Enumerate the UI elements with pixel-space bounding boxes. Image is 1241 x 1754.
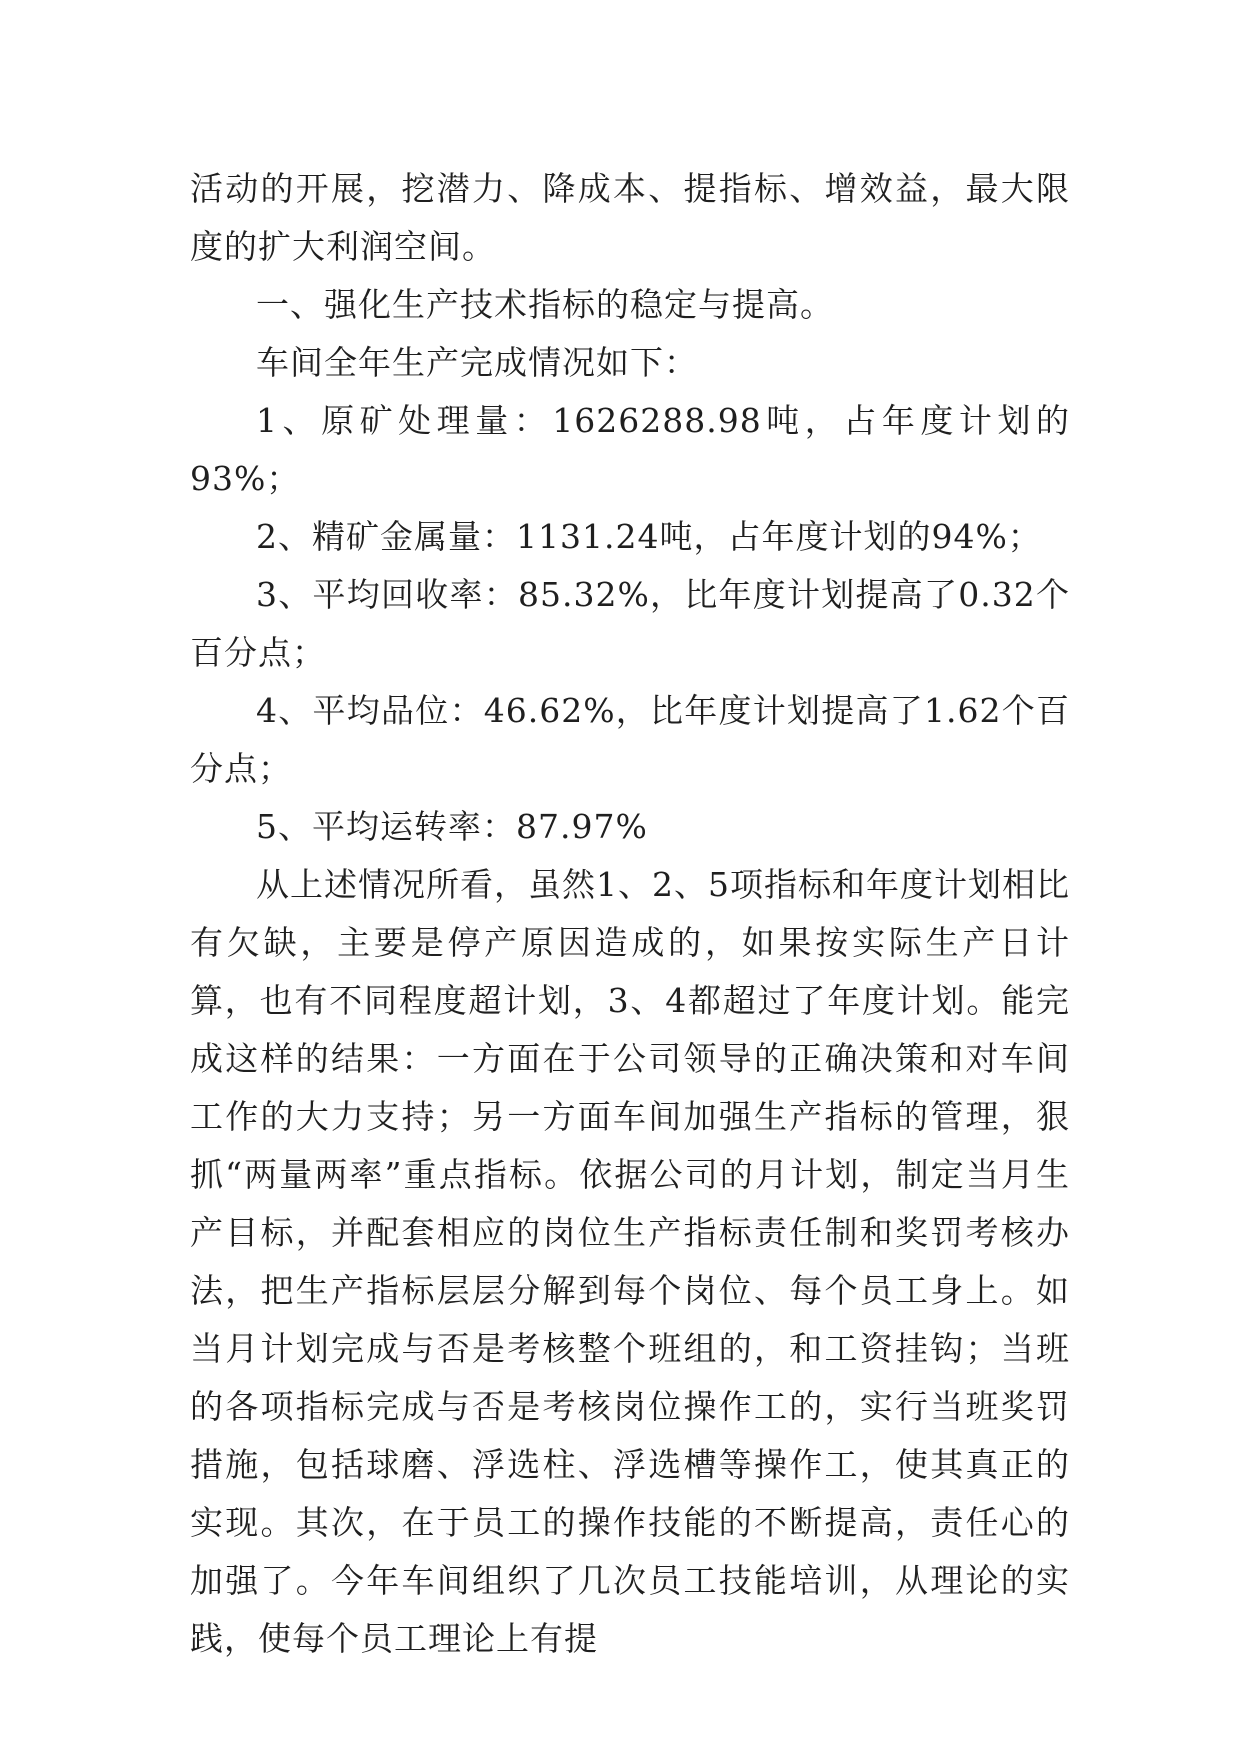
list-item: 2、精矿金属量：1131.24吨，占年度计划的94%； <box>256 517 1042 556</box>
list-item: 1、原矿处理量：1626288.98吨，占年度计划的93%； <box>190 401 1070 498</box>
list-item: 3、平均回收率：85.32%，比年度计划提高了0.32个百分点； <box>190 575 1070 672</box>
list-item: 4、平均品位：46.62%，比年度计划提高了1.62个百分点； <box>190 691 1070 788</box>
document-body <box>190 160 1070 1668</box>
paragraph-intro: 车间全年生产完成情况如下： <box>256 343 698 382</box>
list-item: 5、平均运转率：87.97% <box>256 807 648 846</box>
paragraph-analysis: 从上述情况所看，虽然1、2、5项指标和年度计划相比有欠缺，主要是停产原因造成的，如果按实际生产日计算，也有不同程度超计划，3、4都超过了年度计划。能完成这样的结果：一方面在于公司领导的正确决策和对车间工作的大力支持；另一方面车间加强生产指标的管理，狠抓“两量两率”重点指标。依据公司的月计划，制定当月生产目标，并配套相应的岗位生产指标责任制和奖罚考核办法，把生产指标层层分解到每个岗位、每个员工身上。如当月计划完成与否是考核整个班组的，和工资挂钩；当班的各项指标完成与否是考核岗位操作工的，实行当班奖罚措施，包括球磨、浮选柱、浮选槽等操作工，使其真正的实现。其次，在于员工的操作技能的不断提高，责任心的加强了。今年车间组织了几次员工技能培训，从理论的实践，使每个员工理论上有提 <box>190 865 1070 1658</box>
paragraph-continuation: 活动的开展，挖潜力、降成本、提指标、增效益，最大限度的扩大利润空间。 <box>190 169 1070 266</box>
section-heading: 一、强化生产技术指标的稳定与提高。 <box>256 285 834 324</box>
